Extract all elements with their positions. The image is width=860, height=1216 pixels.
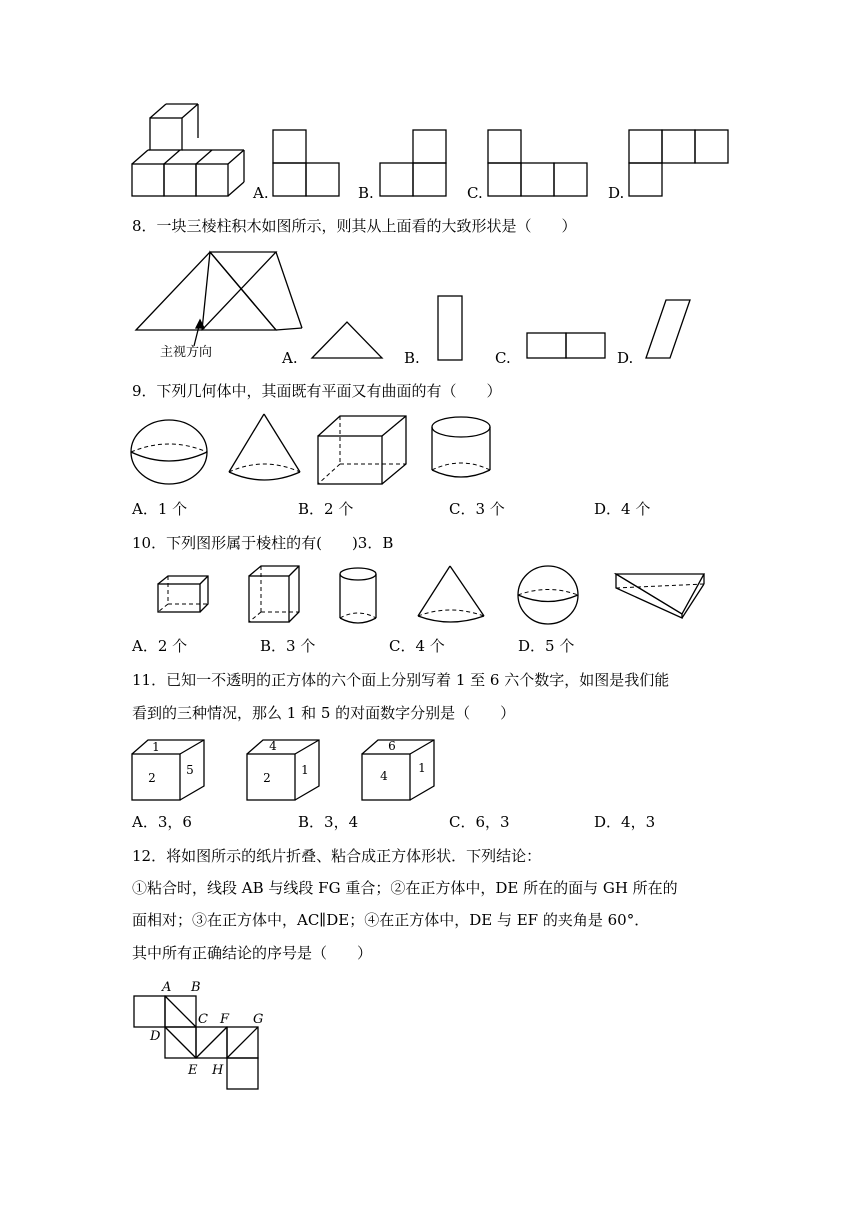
q10-option-c[interactable]: C．4 个 [389, 637, 445, 655]
q10-tall-prism-figure [247, 564, 303, 626]
q8-option-b-rectangle [436, 294, 466, 364]
q10-option-b[interactable]: B．3 个 [260, 637, 316, 655]
q10-cuboid-figure [156, 574, 212, 616]
q11-cube-3-right: 1 [418, 761, 426, 775]
q8-option-a-triangle [310, 318, 385, 362]
q11-option-b[interactable]: B．3，4 [298, 813, 359, 831]
q9-option-c[interactable]: C．3 个 [449, 500, 505, 518]
q12-point-a: A [162, 980, 172, 995]
q12-point-c: C [198, 1012, 208, 1027]
q10-option-a[interactable]: A．2 个 [132, 637, 188, 655]
q12-point-g: G [253, 1012, 264, 1027]
q7-option-d-figure [627, 128, 731, 198]
q10-stem: 10．下列图形属于棱柱的有( )3．B [132, 534, 394, 552]
q7-option-a-figure [271, 128, 341, 198]
q7-option-c[interactable]: C. [467, 184, 483, 202]
q9-option-a[interactable]: A．1 个 [132, 500, 188, 518]
q12-point-f: F [220, 1012, 230, 1027]
q12-stem: 12．将如图所示的纸片折叠、粘合成正方体形状．下列结论： [132, 847, 542, 865]
q12-net-figure [128, 976, 278, 1094]
q8-option-d-parallelogram [644, 298, 694, 362]
q11-option-c[interactable]: C．6，3 [449, 813, 510, 831]
q12-point-b: B [191, 980, 201, 995]
q8-caption: 主视方向 [160, 345, 213, 360]
q7-option-d[interactable]: D. [608, 184, 625, 202]
q8-prism-figure [132, 250, 312, 350]
q9-option-b[interactable]: B．2 个 [298, 500, 354, 518]
q8-option-b[interactable]: B. [404, 349, 420, 367]
q9-stem: 9．下列几何体中，其面既有平面又有曲面的有（ ） [132, 382, 502, 400]
q7-option-b[interactable]: B. [358, 184, 374, 202]
q10-option-d[interactable]: D．5 个 [518, 637, 575, 655]
q11-cube-2 [245, 738, 325, 804]
q7-option-b-figure [378, 128, 448, 198]
q11-cube-1 [130, 738, 210, 804]
q10-sphere-figure [516, 564, 582, 628]
q12-point-e: E [188, 1063, 198, 1078]
q9-sphere-figure [128, 416, 212, 486]
q9-cylinder-figure [430, 414, 496, 484]
q11-option-a[interactable]: A．3，6 [132, 813, 192, 831]
q11-cube-2-front: 2 [263, 771, 271, 785]
q11-stem-line1: 11．已知一不透明的正方体的六个面上分别写着 1 至 6 六个数字，如图是我们能 [132, 671, 670, 689]
q10-triangular-prism-figure [614, 570, 708, 620]
q11-stem-line2: 看到的三种情况，那么 1 和 5 的对面数字分别是（ ） [132, 704, 516, 722]
q11-cube-2-right: 1 [301, 763, 309, 777]
q11-cube-1-front: 2 [148, 771, 156, 785]
q8-option-c-rectangles [525, 331, 609, 361]
q9-option-d[interactable]: D．4 个 [594, 500, 651, 518]
q11-cube-3 [360, 738, 440, 804]
q7-stacked-cubes-figure [128, 100, 253, 200]
q9-cube-figure [316, 414, 410, 488]
q8-option-c[interactable]: C. [495, 349, 511, 367]
q11-cube-2-top: 4 [269, 739, 277, 753]
q12-line4: 其中所有正确结论的序号是（ ） [132, 944, 373, 962]
q11-cube-3-front: 4 [380, 769, 388, 783]
q11-cube-1-top: 1 [152, 740, 160, 754]
q12-line3: 面相对；③在正方体中，AC∥DE；④在正方体中，DE 与 EF 的夹角是 60°． [132, 911, 650, 929]
q12-point-d: D [150, 1029, 161, 1044]
q7-option-c-figure [486, 128, 590, 198]
q9-cone-figure [226, 412, 306, 486]
q7-option-a[interactable]: A. [253, 184, 269, 202]
q8-option-a[interactable]: A. [282, 349, 298, 367]
q11-cube-3-top: 6 [388, 739, 396, 753]
q10-cone-figure [416, 564, 488, 628]
q11-option-d[interactable]: D．4，3 [594, 813, 656, 831]
q10-cylinder-figure [338, 566, 380, 628]
q8-option-d[interactable]: D. [617, 349, 634, 367]
q12-point-h: H [212, 1063, 224, 1078]
q11-cube-1-right: 5 [186, 763, 194, 777]
q8-stem: 8．一块三棱柱积木如图所示，则其从上面看的大致形状是（ ） [132, 217, 577, 235]
q12-line2: ①粘合时，线段 AB 与线段 FG 重合；②在正方体中，DE 所在的面与 GH 所在的 [132, 879, 678, 897]
